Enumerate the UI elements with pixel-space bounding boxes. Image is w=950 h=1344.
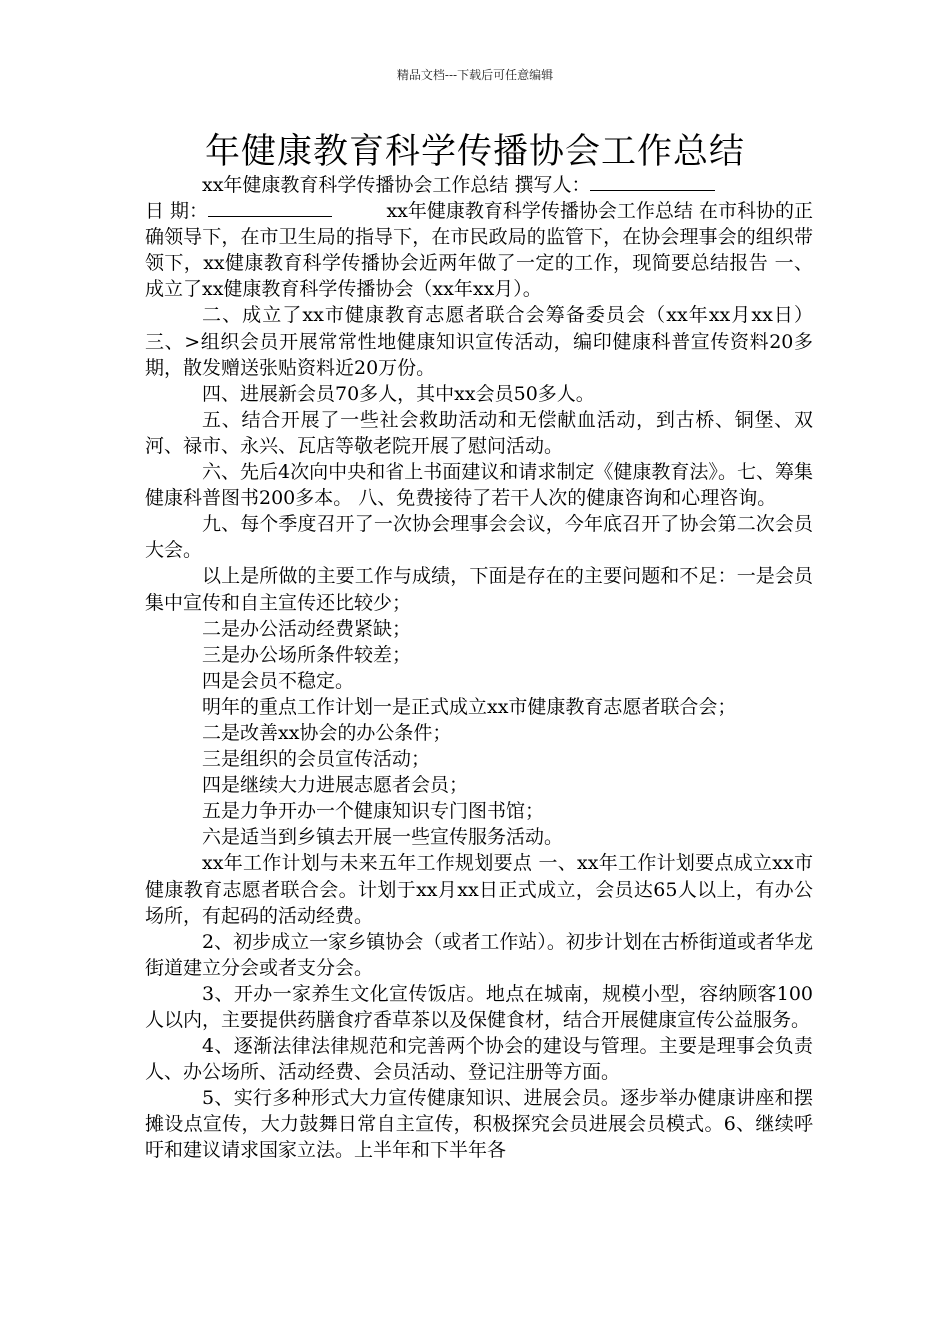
body-paragraph: 以上是所做的主要工作与成绩，下面是存在的主要问题和不足：一是会员集中宣传和自主宣传还比较少；: [145, 565, 813, 614]
author-blank: [590, 172, 715, 191]
intro-paragraph: [145, 172, 813, 302]
body-paragraph: 三是办公场所条件较差；: [202, 643, 412, 666]
body-paragraph: 三是组织的会员宣传活动；: [202, 748, 431, 771]
body-paragraph: 4、逐渐法律法律规范和完善两个协会的建设与管理。主要是理事会负责人、办公场所、活动经费、会员活动、登记注册等方面。: [145, 1035, 813, 1084]
body-paragraph: 二、成立了xx市健康教育志愿者联合会筹备委员会（xx年xx月xx日）三、>组织会员开展常常性地健康知识宣传活动，编印健康科普宣传资料20多期，散发赠送张贴资料近20万份。: [145, 304, 813, 379]
body-paragraph: 六、先后4次向中央和省上书面建议和请求制定《健康教育法》。七、筹集健康科普图书200多本。 八、免费接待了若干人次的健康咨询和心理咨询。: [145, 461, 813, 510]
body-paragraph: 2、初步成立一家乡镇协会（或者工作站）。初步计划在古桥街道或者华龙街道建立分会或者支分会。: [145, 930, 813, 979]
body-paragraph: 六是适当到乡镇去开展一些宣传服务活动。: [202, 826, 564, 849]
body-paragraph: xx年工作计划与未来五年工作规划要点 一、xx年工作计划要点成立xx市健康教育志愿者联合会。计划于xx月xx日正式成立，会员达65人以上，有办公场所，有起码的活动经费。: [145, 852, 813, 927]
body-paragraph: 五是力争开办一个健康知识专门图书馆；: [202, 800, 545, 823]
body-paragraph: 5、实行多种形式大力宣传健康知识、进展会员。逐步举办健康讲座和摆摊设点宣传，大力鼓舞日常自主宣传，积极探究会员进展会员模式。6、继续呼吁和建议请求国家立法。上半年和下半年各: [145, 1087, 813, 1162]
body-paragraph: 四是会员不稳定。: [202, 669, 355, 692]
body-paragraph: 九、每个季度召开了一次协会理事会会议，今年底召开了协会第二次会员大会。: [145, 513, 813, 562]
intro-text-a: xx年健康教育科学传播协会工作总结 撰写人：: [202, 174, 591, 196]
body-paragraph: 四、进展新会员70多人，其中xx会员50多人。: [202, 382, 595, 405]
body-paragraph: 3、开办一家养生文化宣传饭店。地点在城南，规模小型，容纳顾客100人以内，主要提供药膳食疗香草茶以及保健食材，结合开展健康宣传公益服务。: [145, 982, 813, 1031]
intro-text-c: xx年健康教育科学传播协会工作总结 在市科协的正确领导下，在市卫生局的指导下，在市民政局的监管下，在协会理事会的组织带领下，xx健康教育科学传播协会近两年做了一定的工作，现简要总结报告 一、成立了xx健康教育科学传播协会（xx年xx月）。: [145, 200, 813, 301]
body-paragraph: 明年的重点工作计划一是正式成立xx市健康教育志愿者联合会；: [202, 695, 737, 718]
intro-text-b: 日 期：: [145, 200, 209, 223]
body-paragraph: 二是改善xx协会的办公条件；: [202, 721, 452, 744]
body-paragraph: 四是继续大力进展志愿者会员；: [202, 774, 469, 797]
body-paragraph: 二是办公活动经费紧缺；: [202, 617, 412, 640]
date-blank: [208, 198, 332, 217]
paragraph-list: [145, 302, 813, 1163]
page-header: 精品文档---下载后可任意编辑: [396, 68, 554, 82]
document-body: [145, 172, 813, 1164]
document-title: 年健康教育科学传播协会工作总结: [204, 132, 745, 172]
body-paragraph: 五、结合开展了一些社会救助活动和无偿献血活动，到古桥、铜堡、双河、禄市、永兴、瓦店等敬老院开展了慰问活动。: [145, 408, 813, 457]
